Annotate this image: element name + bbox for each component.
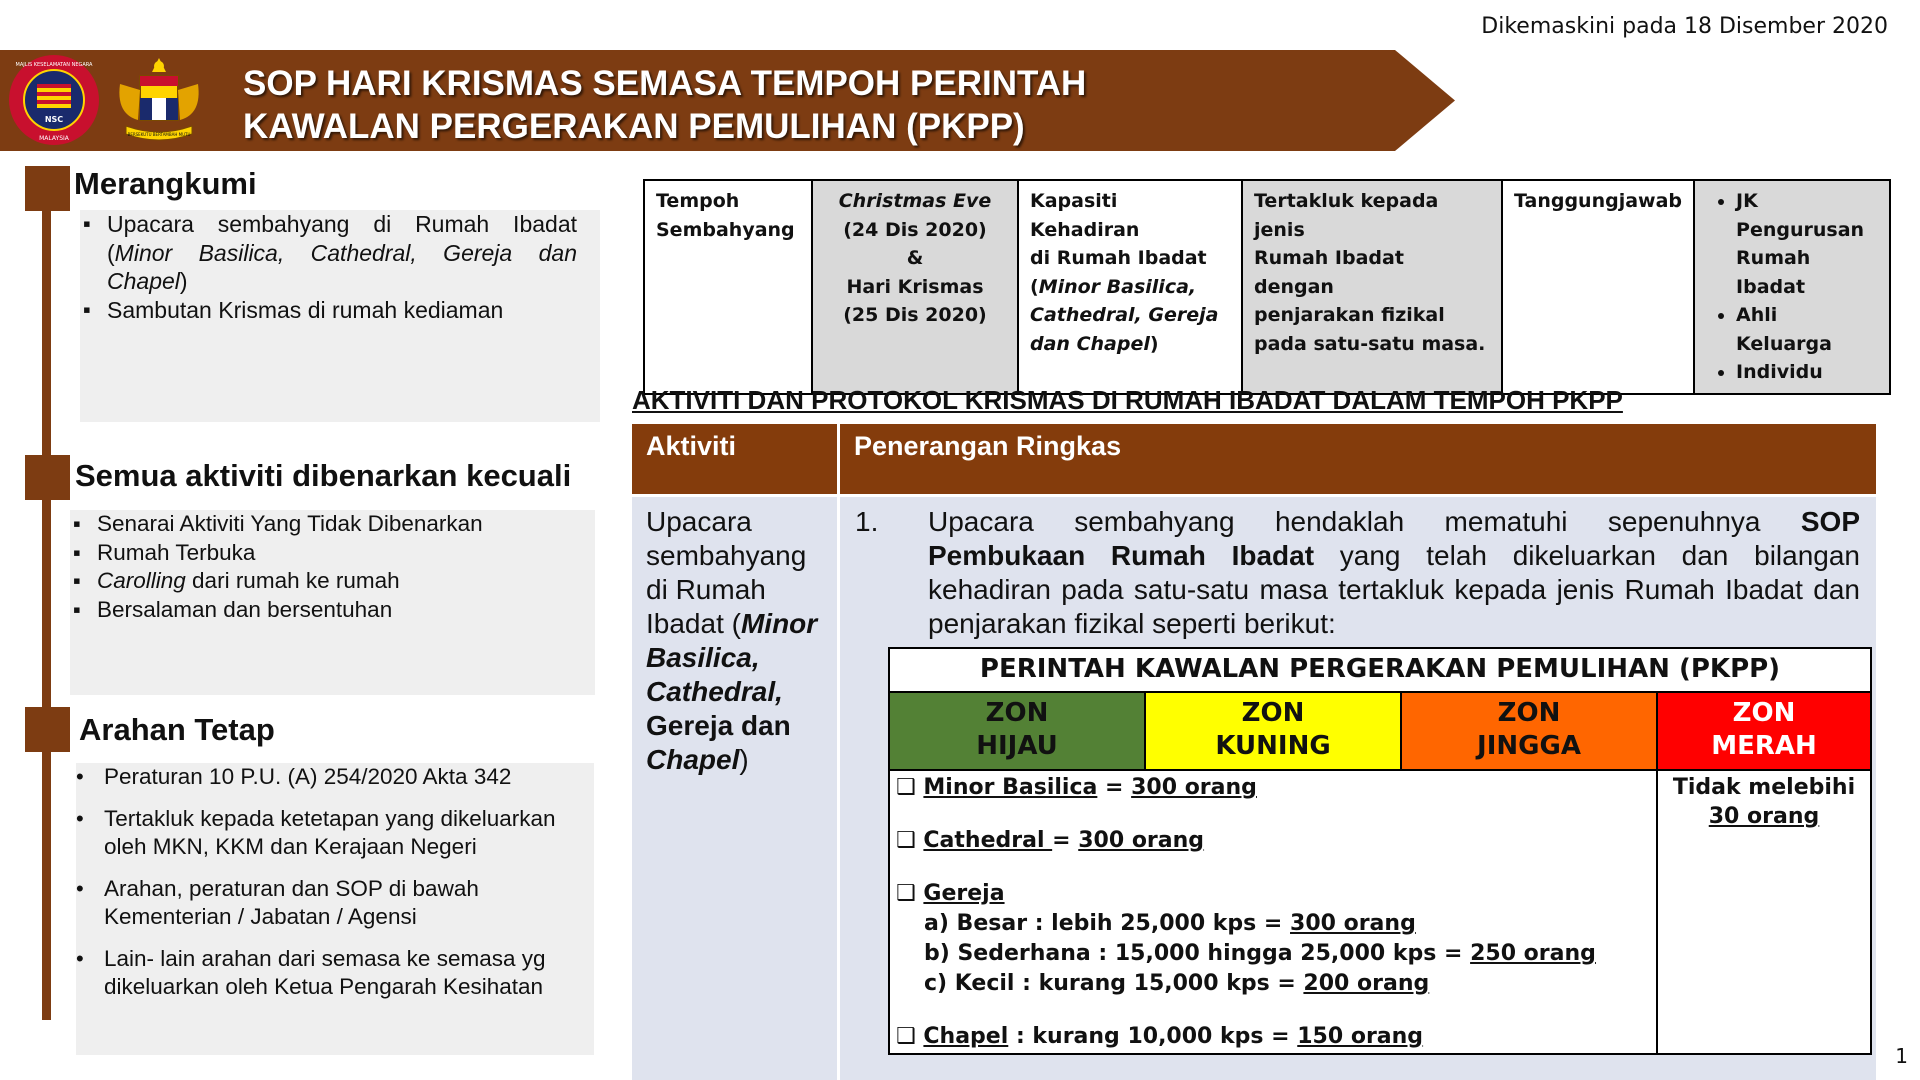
capacity-gereja-besar: a) Besar : lebih 25,000 kps = 300 orang (924, 911, 1416, 936)
capacity-zon-merah: Tidak melebihi 30 orang (1672, 775, 1856, 829)
activity-section-title: AKTIVITI DAN PROTOKOL KRISMAS DI RUMAH IBADAT DALAM TEMPOH PKPP (632, 385, 1623, 415)
info-cell-tertakluk: Tertakluk kepada jenis Rumah Ibadat dengan penjarakan fizikal pada satu-satu masa. (1242, 180, 1502, 394)
list-item: • Peraturan 10 P.U. (A) 254/2020 Akta 342 (104, 763, 584, 792)
timeline-marker-3 (25, 707, 70, 752)
nsc-logo-text: NSC (44, 115, 64, 124)
list-item: • Lain- lain arahan dari semasa ke semasa yg dikeluarkan oleh Ketua Pengarah Kesihatan (104, 945, 584, 1002)
zone-divider (890, 769, 1870, 771)
nsc-logo-country: MALAYSIA (39, 135, 69, 142)
capacity-gereja: ❑ Gereja (896, 881, 1005, 906)
list-item (107, 210, 577, 296)
zone-merah: ZON MERAH (1658, 693, 1870, 769)
zone-jingga: ZON JINGGA (1402, 693, 1658, 769)
heading-arahan-tetap: Arahan Tetap (79, 712, 275, 747)
list-item: ▪ Sambutan Krismas di rumah kediaman (107, 296, 577, 325)
list-item: • Ahli Keluarga (1736, 301, 1878, 358)
zone-capacity-list (896, 773, 1646, 1052)
title-line-1: SOP HARI KRISMAS SEMASA TEMPOH PERINTAH (243, 64, 1087, 103)
list-item: ▪ Rumah Terbuka (97, 539, 577, 568)
info-cell-responsible-list (1694, 180, 1890, 394)
checkbox-icon: ❑ (896, 775, 916, 800)
panel-kecuali (70, 510, 595, 695)
checkbox-icon: ❑ (896, 881, 916, 906)
timeline-marker-1 (25, 166, 70, 211)
list-item: • JK Pengurusan Rumah Ibadat (1736, 187, 1878, 301)
capacity-gereja-kecil: c) Kecil : kurang 15,000 kps = 200 orang (924, 971, 1430, 996)
coat-of-arms-logo (112, 54, 206, 146)
zone-kuning: ZON KUNING (1146, 693, 1402, 769)
capacity-chapel: ❑ Chapel : kurang 10,000 kps = 150 orang (896, 1024, 1424, 1049)
updated-date: Dikemaskini pada 18 Disember 2020 (1481, 14, 1888, 39)
info-cell-dates: Christmas Eve (24 Dis 2020) & Hari Krismas (25 Dis 2020) (812, 180, 1018, 394)
heading-merangkumi: Merangkumi (74, 166, 257, 201)
list-item: • Tertakluk kepada ketetapan yang dikeluarkan oleh MKN, KKM dan Kerajaan Negeri (104, 805, 584, 862)
list-item: ▪ Bersalaman dan bersentuhan (97, 596, 577, 625)
col-header-penerangan: Penerangan Ringkas (854, 431, 1122, 461)
zone-table-title: PERINTAH KAWALAN PERGERAKAN PEMULIHAN (PKPP) (979, 654, 1781, 684)
info-cell-kapasiti: Kapasiti Kehadiran di Rumah Ibadat (Minor Basilica, Cathedral, Gereja dan Chapel) (1018, 180, 1242, 394)
item1-line3: Chapel) (107, 268, 188, 294)
col-header-aktiviti: Aktiviti (646, 431, 737, 461)
title-line-2: KAWALAN PERGERAKAN PEMULIHAN (PKPP) (243, 107, 1025, 146)
activity-name: Upacara sembahyang di Rumah Ibadat (Minor Basilica, Cathedral, Gereja dan Chapel) (646, 506, 818, 775)
list-item: • Individu (1736, 358, 1878, 387)
header-separator (837, 424, 840, 494)
page-number: 1 (1895, 1044, 1908, 1068)
activity-table-header (632, 424, 1876, 494)
item1-line2: (Minor Basilica, Cathedral, Gereja dan (107, 239, 577, 266)
checkbox-icon: ❑ (896, 1024, 916, 1049)
list-item: • Arahan, peraturan dan SOP di bawah Kementerian / Jabatan / Agensi (104, 875, 584, 932)
item-number: 1. (855, 506, 879, 537)
info-table (643, 179, 1891, 395)
checkbox-icon: ❑ (896, 828, 916, 853)
list-item: ▪ Senarai Aktiviti Yang Tidak Dibenarkan (97, 510, 577, 539)
nsc-logo-ring: MAJLIS KESELAMATAN NEGARA (15, 62, 93, 68)
info-cell-tempoh: Tempoh Sembahyang (644, 180, 812, 394)
timeline-marker-2 (25, 455, 70, 500)
panel-merangkumi (80, 210, 600, 422)
coat-logo-motto: BERSEKUTU BERTAMBAH MUTU (127, 132, 191, 137)
info-cell-tanggungjawab: Tanggungjawab (1502, 180, 1694, 394)
timeline-bar (42, 170, 51, 1020)
capacity-cathedral: ❑ Cathedral = 300 orang (896, 828, 1205, 853)
zone-table (888, 647, 1872, 1055)
capacity-minor-basilica: ❑ Minor Basilica = 300 orang (896, 775, 1257, 800)
panel-arahan-tetap (76, 763, 594, 1055)
item1-line1: ▪ Upacara sembahyang di Rumah Ibadat (107, 211, 577, 237)
list-item: ▪ Carolling dari rumah ke rumah (97, 567, 577, 596)
capacity-gereja-sederhana: b) Sederhana : 15,000 hingga 25,000 kps = 250 orang (924, 941, 1596, 966)
nsc-logo (7, 54, 101, 146)
zone-hijau: ZON HIJAU (890, 693, 1146, 769)
heading-kecuali: Semua aktiviti dibenarkan kecuali (75, 458, 572, 493)
page-title (243, 62, 1086, 148)
item-description: Upacara sembahyang hendaklah mematuhi sepenuhnya SOP Pembukaan Rumah Ibadat yang telah dikeluarkan dan bilangan kehadiran pada satu-satu masa tertakluk kepada jenis Rumah Ibadat dan penjarakan fizikal seperti berikut: (928, 506, 1860, 639)
